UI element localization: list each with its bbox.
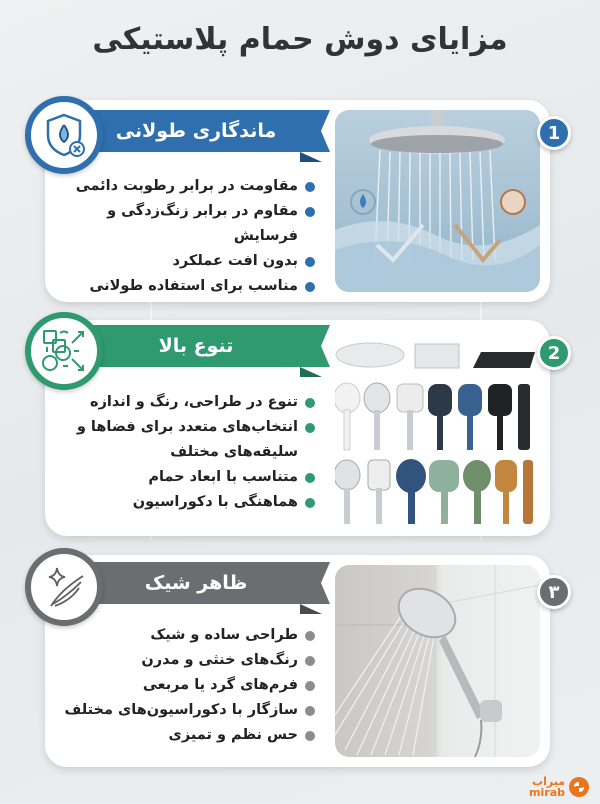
shield-water-drop-icon <box>25 96 103 174</box>
bullet-dot-icon <box>305 498 315 508</box>
bullet-list <box>45 174 315 299</box>
bullet-item: طراحی ساده و شیک <box>64 623 315 648</box>
bullet-dot-icon <box>305 681 315 691</box>
section-heading-ribbon: ماندگاری طولانی <box>85 110 307 152</box>
section-heading-ribbon: ظاهر شیک <box>85 562 307 604</box>
bullet-item: مقاوم در برابر زنگ‌زدگی و فرسایش <box>45 199 315 249</box>
bullet-item: انتخاب‌های متعدد برای فضاها و سلیقه‌های مختلف <box>65 415 315 465</box>
mirab-logo <box>529 776 590 798</box>
ribbon-fold <box>300 152 322 162</box>
bullet-dot-icon <box>305 423 315 433</box>
assorted-shower-heads-image <box>335 328 540 528</box>
bullet-dot-icon <box>305 398 315 408</box>
bullet-dot-icon <box>305 257 315 267</box>
section-heading-ribbon: تنوع بالا <box>85 325 307 367</box>
ribbon-fold <box>300 367 322 377</box>
logo-text-persian: میراب <box>532 775 565 788</box>
bullet-item: مقاومت در برابر رطوبت دائمی <box>45 174 315 199</box>
bullet-list <box>65 390 315 515</box>
bullet-dot-icon <box>305 207 315 217</box>
bullet-item: سازگار با دکوراسیون‌های مختلف <box>64 698 315 723</box>
bullet-dot-icon <box>305 282 315 292</box>
bullet-item: مناسب برای استفاده طولانی <box>45 274 315 299</box>
section-number-badge: 1 <box>537 116 571 150</box>
logo-text-english: mirab <box>529 786 565 799</box>
bullet-dot-icon <box>305 473 315 483</box>
bullet-dot-icon <box>305 706 315 716</box>
shower-heads-collection <box>335 328 540 528</box>
bullet-dot-icon <box>305 656 315 666</box>
section-number-badge: ۳ <box>537 575 571 609</box>
rain-shower-illustration <box>335 110 540 292</box>
section-number-badge: 2 <box>537 336 571 370</box>
bullet-item: هماهنگی با دکوراسیون <box>65 490 315 515</box>
mirab-logo-icon <box>568 776 590 798</box>
bullet-item: بدون افت عملکرد <box>45 249 315 274</box>
rain-shower-image <box>335 110 540 292</box>
bullet-item: متناسب با ابعاد حمام <box>65 465 315 490</box>
bullet-list <box>64 623 315 748</box>
shapes-variety-icon <box>25 312 103 390</box>
page-title: مزایای دوش حمام پلاستیکی <box>92 22 508 57</box>
bullet-dot-icon <box>305 731 315 741</box>
hand-shower-image <box>335 565 540 757</box>
bullet-dot-icon <box>305 631 315 641</box>
ribbon-fold <box>300 604 322 614</box>
hand-shower-illustration <box>335 565 540 757</box>
bullet-dot-icon <box>305 182 315 192</box>
bullet-item: تنوع در طراحی، رنگ و اندازه <box>65 390 315 415</box>
bullet-item: فرم‌های گرد یا مربعی <box>64 673 315 698</box>
bullet-item: رنگ‌های خنثی و مدرن <box>64 648 315 673</box>
sparkle-feather-icon <box>25 548 103 626</box>
bullet-item: حس نظم و تمیزی <box>64 723 315 748</box>
